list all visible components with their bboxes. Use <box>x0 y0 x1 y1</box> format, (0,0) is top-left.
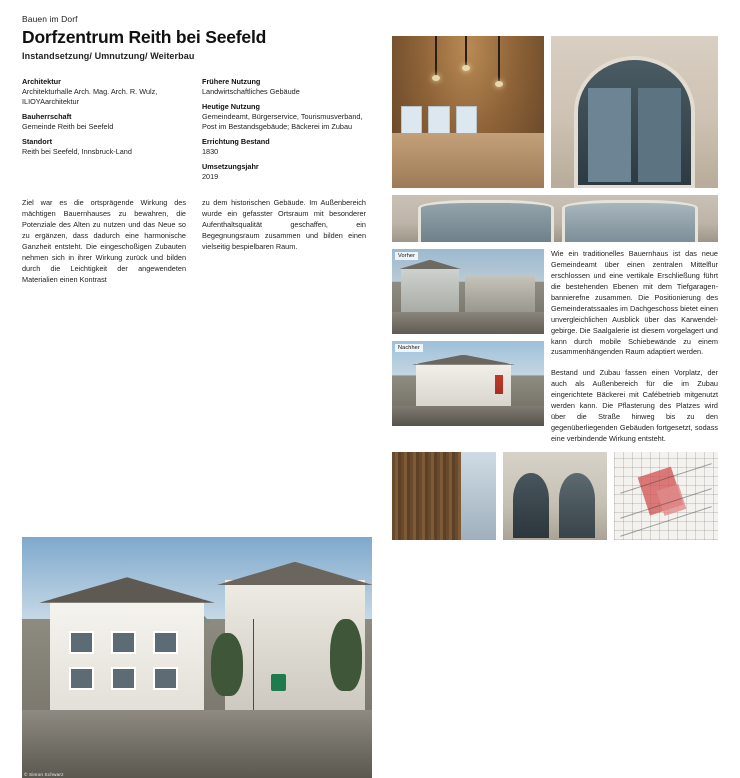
fact-label: Standort <box>22 137 52 147</box>
arcade-opening <box>559 473 594 538</box>
fact-label: Frühere Nutzung <box>202 77 261 87</box>
fact-label: Heutige Nutzung <box>202 102 260 112</box>
photo-row-2 <box>392 195 718 242</box>
dorfzentrum-building <box>50 599 204 715</box>
window <box>113 633 134 652</box>
facts-column-right <box>202 77 364 182</box>
facts-block <box>22 77 372 182</box>
road <box>22 710 372 777</box>
street-sign <box>271 674 287 691</box>
right-paragraph-1: Wie ein traditionelles Bauernhaus ist das neue Gemeindeamt über einen zentralen Mittelflur erschlossen und eine vertikale Erschließung führt die bestehenden Ebenen mit dem Tiefgaragenbannierefne zusammen. Die Positionierung des Gemeinderatssaales im Dachgeschoss bietet einen unvergleichlichen Ausblick über das Karwendelgebirge. Die Saalgalerie ist diesem vorgelagert und kann durch mobile Schiebewände zu einem zusammenhängenden Raum adaptiert werden. <box>551 249 718 357</box>
body-paragraph-2: zu dem historischen Gebäude. Im Außenbereich wurde ein gefasster Ortsraum mit besonderer Aufenthaltsqualität geschaffen, ein Begegnungsraum zusammen und bilden einen vielseitig bespielbaren Raum. <box>202 198 366 251</box>
right-paragraph-2: Bestand und Zubau fassen einen Vorplatz, der auch als Außenbereich für die im Zubau eingerichtete Bäckerei mit Cafébetrieb mitgenutzt werden kann. Die Pflasterung des Platzes wird über die Straße hinweg bis zu den gegenüberliegenden Gebäuden fortgesetzt, sodass eine verbindende Wirkung entsteht. <box>551 368 718 443</box>
entrance-door <box>562 200 698 242</box>
photo-bestand-nachher <box>392 341 544 426</box>
pendant-lamp-icon <box>498 36 500 82</box>
fact-label: Errichtung Bestand <box>202 137 270 147</box>
photo-saal-dachgeschoss <box>392 36 544 188</box>
body-paragraph-1: Ziel war es die ortsprägende Wirkung des mächtigen Bauernhauses zu bewahren, die Potenziale des Alten zu nutzen und das Neue so zu ergänzen, dass dadurch eine harmonische Ganzheit entsteht. Die eingeschoßigen Zubauten nehmen sich in ihrer Wirkung zurück und bilden durch die Leichtigkeit der angewendeten Materialien einen Kontrast <box>22 198 186 284</box>
road <box>392 406 544 426</box>
facts-column-left <box>22 77 184 182</box>
window <box>71 669 92 688</box>
window <box>71 633 92 652</box>
kicker: Bauen im Dorf <box>22 14 78 24</box>
right-column <box>392 36 718 547</box>
fact-value: 1830 <box>202 147 219 157</box>
fact-value: Gemeinde Reith bei Seefeld <box>22 122 114 132</box>
glass-pane <box>588 88 631 182</box>
fact-value: Architekturhalle Arch. Mag. Arch. R. Wulz, ILIOYAarchitektur <box>22 87 158 107</box>
old-building <box>401 268 459 312</box>
main-photo <box>22 537 372 778</box>
photo-rundbogen-fenster <box>551 36 718 188</box>
photo-lageplan <box>614 452 718 540</box>
lamp-pole <box>253 619 254 711</box>
left-column <box>22 14 372 777</box>
photo-row-1 <box>392 36 718 188</box>
photo-tag-vorher: Vorher <box>395 252 418 260</box>
fact-value: 2019 <box>202 172 219 181</box>
flag <box>495 375 503 394</box>
page-title: Dorfzentrum Reith bei Seefeld <box>22 27 267 47</box>
photo-row-4 <box>392 452 718 540</box>
photo-fassade-holz <box>392 452 496 540</box>
photo-credit: © Simon Schwarz <box>24 771 64 777</box>
fact-label: Architektur <box>22 77 61 87</box>
fact-value: Gemeindeamt, Bürgerservice, Tourismusverband, Post im Bestandsgebäude; Bäckerei im Zubau <box>202 112 363 132</box>
window <box>155 633 176 652</box>
road <box>392 312 544 334</box>
arcade-opening <box>513 473 548 538</box>
fact-value: Landwirtschaftliches Gebäude <box>202 87 300 97</box>
fact-value: Reith bei Seefeld, Innsbruck-Land <box>22 147 132 157</box>
window <box>155 669 176 688</box>
page-subtitle: Instandsetzung/ Umnutzung/ Weiterbau <box>22 51 195 62</box>
photo-row-3 <box>392 249 718 445</box>
fact-label: Bauherrschaft <box>22 112 72 122</box>
photo-tag-nachher: Nachher <box>395 344 423 352</box>
pendant-lamp-icon <box>435 36 437 76</box>
tree <box>211 633 243 696</box>
photo-arkaden-detail <box>503 452 607 540</box>
photo-bestand-vorher <box>392 249 544 334</box>
sky <box>461 452 496 540</box>
pendant-lamp-icon <box>465 36 467 66</box>
entrance-door <box>418 200 554 242</box>
fact-label: Umsetzungsjahr <box>202 162 259 172</box>
window <box>113 669 134 688</box>
photo-eingang-glastuer <box>392 195 718 242</box>
glass-pane <box>638 88 681 182</box>
old-building-secondary <box>465 275 535 312</box>
floor <box>392 133 544 188</box>
tree <box>330 619 362 691</box>
body-text <box>22 198 372 286</box>
